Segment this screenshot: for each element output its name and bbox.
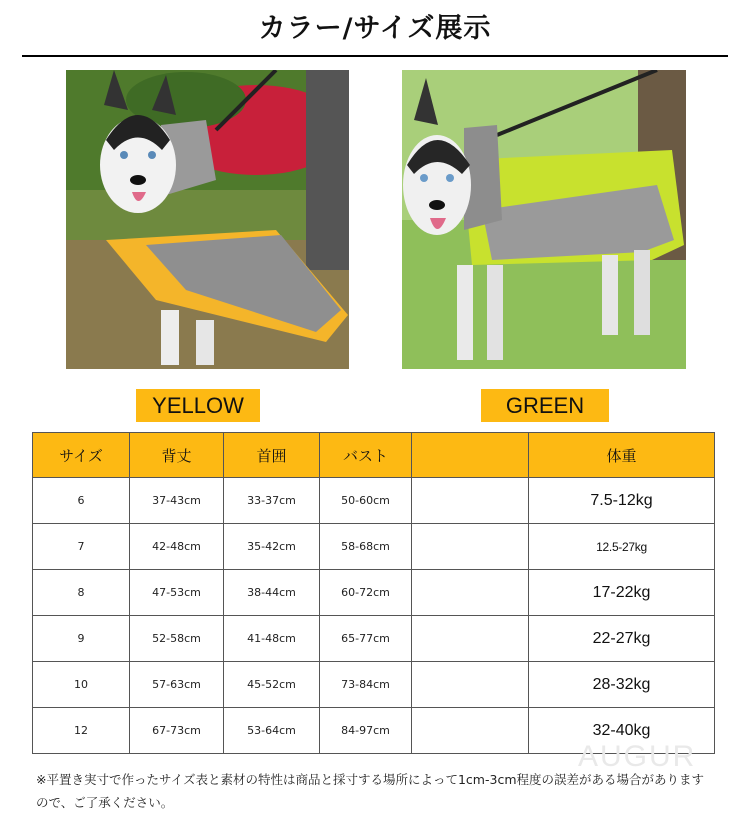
size-table — [32, 432, 715, 754]
color-label-yellow: YELLOW — [136, 389, 260, 422]
cell-back-length: 52-58cm — [130, 616, 224, 662]
cell-blank — [412, 570, 529, 616]
cell-size: 9 — [33, 616, 130, 662]
cell-back-length: 42-48cm — [130, 524, 224, 570]
cell-back-length: 57-63cm — [130, 662, 224, 708]
cell-back-length: 47-53cm — [130, 570, 224, 616]
size-note: ※平置き実寸で作ったサイズ表と素材の特性は商品と採寸する場所によって1cm-3cm程度の誤差がある場合がありますので、ご了承ください。 — [36, 772, 704, 810]
color-label-green: GREEN — [481, 389, 609, 422]
cell-weight: 32-40kg — [529, 708, 715, 754]
cell-size: 10 — [33, 662, 130, 708]
cell-size: 6 — [33, 478, 130, 524]
title-divider — [22, 55, 728, 57]
cell-blank — [412, 616, 529, 662]
header-weight: 体重 — [529, 433, 715, 478]
cell-back-length: 67-73cm — [130, 708, 224, 754]
cell-back-length: 37-43cm — [130, 478, 224, 524]
cell-weight: 7.5-12kg — [529, 478, 715, 524]
cell-neck: 45-52cm — [224, 662, 320, 708]
cell-weight: 12.5-27kg — [529, 524, 715, 570]
cell-bust: 58-68cm — [320, 524, 412, 570]
table-header-row — [33, 433, 715, 478]
header-size: サイズ — [33, 433, 130, 478]
cell-neck: 38-44cm — [224, 570, 320, 616]
cell-neck: 41-48cm — [224, 616, 320, 662]
cell-blank — [412, 708, 529, 754]
cell-bust: 73-84cm — [320, 662, 412, 708]
cell-bust: 65-77cm — [320, 616, 412, 662]
cell-size: 8 — [33, 570, 130, 616]
header-bust: バスト — [320, 433, 412, 478]
cell-neck: 33-37cm — [224, 478, 320, 524]
cell-blank — [412, 524, 529, 570]
brand-watermark: AUGUR — [578, 740, 697, 773]
cell-bust: 84-97cm — [320, 708, 412, 754]
table-row — [33, 662, 715, 708]
cell-bust: 50-60cm — [320, 478, 412, 524]
cell-size: 12 — [33, 708, 130, 754]
cell-size: 7 — [33, 524, 130, 570]
green-coat-photo — [402, 70, 686, 369]
cell-weight: 22-27kg — [529, 616, 715, 662]
header-neck: 首囲 — [224, 433, 320, 478]
cell-blank — [412, 478, 529, 524]
header-blank — [412, 433, 529, 478]
table-row — [33, 524, 715, 570]
cell-bust: 60-72cm — [320, 570, 412, 616]
cell-neck: 35-42cm — [224, 524, 320, 570]
table-row — [33, 570, 715, 616]
yellow-coat-photo — [66, 70, 349, 369]
table-row — [33, 616, 715, 662]
cell-weight: 17-22kg — [529, 570, 715, 616]
page-title: カラー/サイズ展示 — [258, 13, 492, 44]
header-back-length: 背丈 — [130, 433, 224, 478]
cell-blank — [412, 662, 529, 708]
table-row — [33, 478, 715, 524]
cell-neck: 53-64cm — [224, 708, 320, 754]
cell-weight: 28-32kg — [529, 662, 715, 708]
